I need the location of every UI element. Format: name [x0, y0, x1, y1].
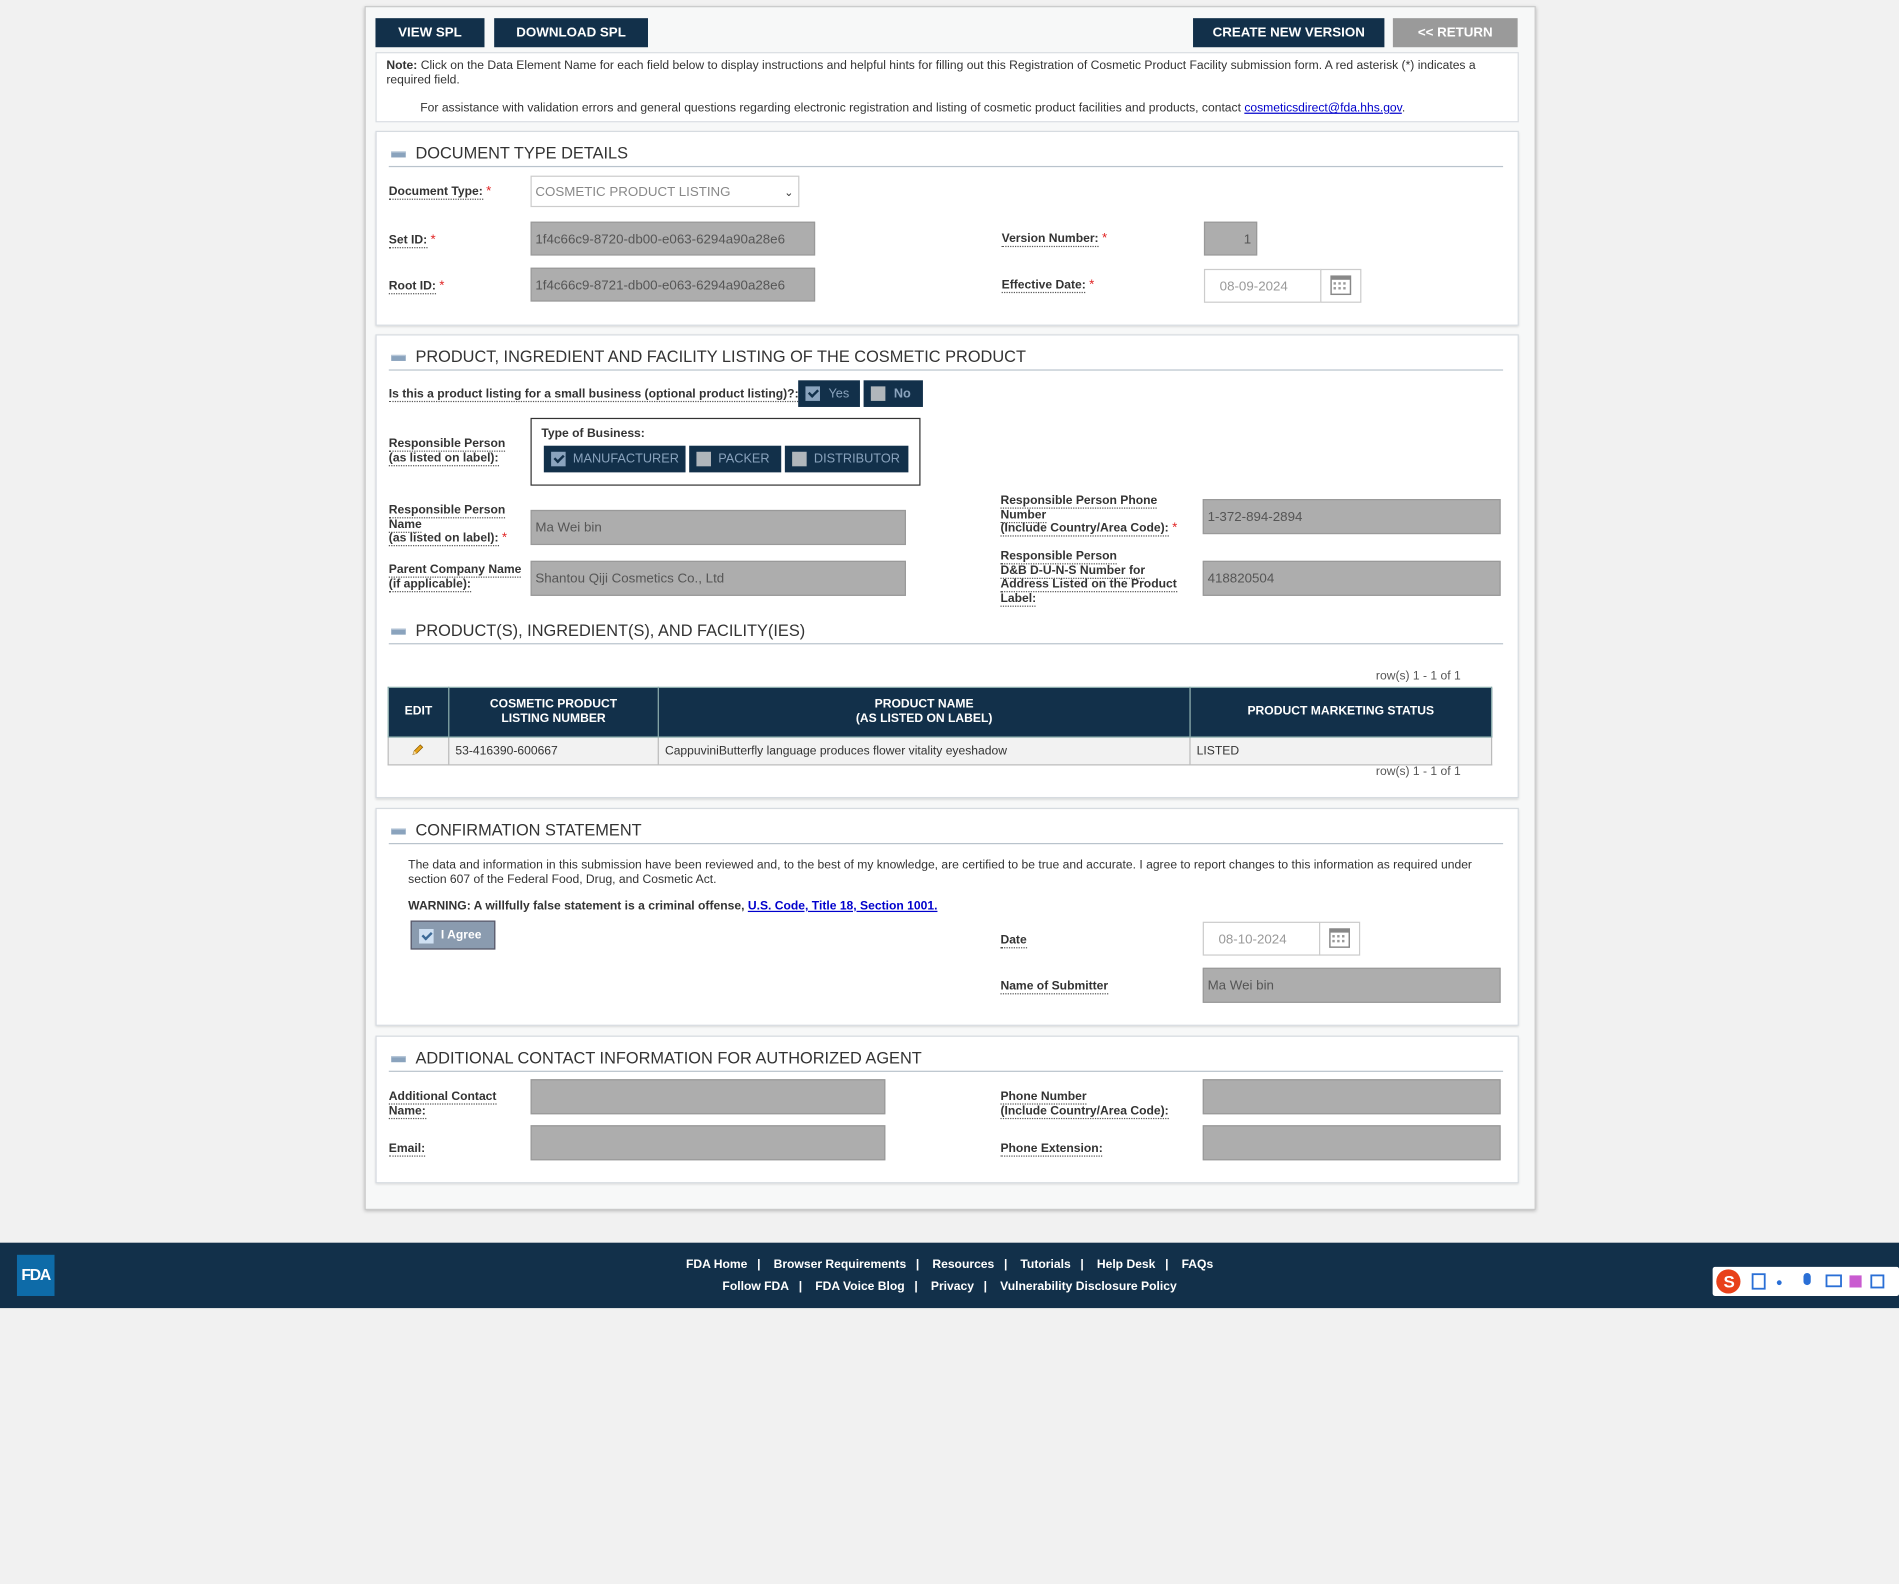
date-label-text: Date — [1000, 933, 1027, 948]
footer-separator: | — [983, 1280, 988, 1294]
phone-number-field[interactable]: 1-372-894-2894 — [1203, 499, 1501, 534]
additional-contact-section — [375, 1036, 1518, 1184]
document-type-value: COSMETIC PRODUCT LISTING — [535, 185, 731, 200]
svg-text:S: S — [1723, 1272, 1735, 1292]
small-business-yes-checkbox[interactable] — [798, 380, 860, 407]
responsible-person-name-field[interactable]: Ma Wei bin — [531, 510, 906, 545]
version-number-label[interactable] — [1002, 233, 1107, 247]
resp-name-line3: (as listed on label): — [388, 531, 499, 546]
yes-label: Yes — [828, 386, 850, 401]
footer-link-browser-requirements[interactable]: Browser Requirements — [773, 1258, 907, 1272]
small-business-label-text: Is this a product listing for a small business (optional product listing)?: — [388, 387, 799, 401]
footer-link-vulnerability[interactable]: Vulnerability Disclosure Policy — [1000, 1280, 1177, 1294]
distributor-label: DISTRIBUTOR — [813, 451, 900, 467]
checkbox-checked-icon — [551, 452, 566, 467]
collapse-icon[interactable] — [391, 828, 406, 834]
effective-date-label[interactable] — [1002, 279, 1095, 293]
footer-separator: | — [915, 1258, 920, 1272]
note-body: Click on the Data Element Name for each field below to display instructions and helpful hints for filling out this Registration of Cosmetic Product Facility submission form. A red asterisk (*) indicates a — [420, 59, 1476, 73]
root-id-label-text: Root ID: — [388, 279, 436, 294]
version-number-field[interactable]: 1 — [1204, 222, 1257, 256]
small-business-no-checkbox[interactable] — [864, 380, 923, 407]
warning-body: WARNING: A willfully false statement is a criminal offense, — [408, 899, 745, 914]
checkbox-empty-icon — [792, 452, 807, 467]
no-label: No — [893, 386, 911, 401]
document-type-label-text: Document Type: — [388, 185, 483, 199]
effective-date-label-text: Effective Date: — [1001, 278, 1086, 292]
product-name-cell: CappuviniButterfly language produces flower vitality eyeshadow — [658, 737, 1190, 765]
duns-line3: Address Listed on the Product — [1000, 577, 1177, 592]
col-listing-number[interactable] — [449, 687, 659, 737]
small-business-label[interactable] — [389, 388, 799, 402]
footer-link-voice-blog[interactable]: FDA Voice Blog — [815, 1280, 905, 1294]
parent-line2: (if applicable): — [388, 577, 471, 591]
document-type-header[interactable] — [389, 144, 1503, 167]
required-asterisk: * — [430, 232, 436, 248]
chevron-down-icon: ⌄ — [784, 186, 794, 199]
footer — [0, 1243, 1899, 1308]
confirmation-section — [375, 808, 1518, 1026]
calendar-icon[interactable] — [1319, 922, 1360, 956]
required-asterisk: * — [1089, 277, 1095, 292]
phone-extension-field[interactable] — [1203, 1125, 1501, 1160]
footer-link-privacy[interactable]: Privacy — [930, 1280, 974, 1294]
col-listing-line2: LISTING NUMBER — [501, 712, 606, 726]
warning-text — [408, 900, 937, 913]
submitter-label[interactable] — [1000, 980, 1108, 994]
footer-separator: | — [1165, 1258, 1169, 1272]
confirmation-date-field[interactable]: 08-10-2024 — [1203, 922, 1320, 956]
email-field[interactable] — [531, 1125, 886, 1160]
view-spl-button[interactable]: VIEW SPL — [375, 18, 484, 47]
footer-link-fda-home[interactable]: FDA Home — [685, 1258, 748, 1272]
confirmation-line2: section 607 of the Federal Food, Drug, and Cosmetic Act. — [408, 872, 717, 886]
confirmation-header[interactable] — [389, 821, 1503, 844]
create-new-version-button[interactable]: CREATE NEW VERSION — [1193, 18, 1384, 47]
set-id-label[interactable] — [389, 234, 436, 248]
footer-links-row2 — [0, 1280, 1899, 1293]
footer-link-faqs[interactable]: FAQs — [1181, 1258, 1214, 1272]
section-title: PRODUCT, INGREDIENT AND FACILITY LISTING OF THE COSMETIC PRODUCT — [415, 347, 1026, 366]
date-label[interactable] — [1000, 934, 1026, 948]
phone-line2: Number — [1000, 508, 1047, 522]
additional-contact-name-field[interactable] — [531, 1079, 886, 1114]
duns-line2: D&B D-U-N-S Number for — [1000, 563, 1146, 578]
checkbox-checked-icon — [419, 929, 434, 944]
resp-name-line2: Name — [388, 517, 422, 532]
set-id-label-text: Set ID: — [388, 233, 428, 248]
document-type-select[interactable] — [531, 176, 800, 207]
note-label: Note: — [386, 59, 418, 73]
instructions-note — [375, 52, 1518, 122]
responsible-person-label-line1: Responsible Person — [388, 437, 506, 451]
us-code-link[interactable]: U.S. Code, Title 18, Section 1001. — [747, 899, 938, 914]
listing-number-cell: 53-416390-600667 — [449, 737, 659, 765]
packer-checkbox[interactable] — [689, 446, 781, 473]
confirmation-line1: The data and information in this submission have been reviewed and, to the best of my knowledge, are certified to be true and accurate. I agree to report changes to this information as required under — [408, 858, 1472, 873]
footer-link-follow-fda[interactable]: Follow FDA — [722, 1280, 790, 1294]
footer-separator: | — [1080, 1258, 1084, 1272]
checkbox-empty-icon — [696, 452, 711, 467]
submitter-label-text: Name of Submitter — [1000, 979, 1109, 994]
contact-phone-line2: (Include Country/Area Code): — [1000, 1104, 1169, 1118]
duns-line1: Responsible Person — [1000, 549, 1117, 564]
footer-link-tutorials[interactable]: Tutorials — [1020, 1258, 1071, 1272]
row-count-top: row(s) 1 - 1 of 1 — [1375, 669, 1461, 684]
status-cell: LISTED — [1190, 737, 1492, 765]
ime-toolbar[interactable] — [1713, 1267, 1899, 1296]
footer-separator: | — [757, 1258, 761, 1272]
duns-field[interactable]: 418820504 — [1203, 561, 1501, 596]
required-asterisk: * — [439, 278, 445, 294]
footer-separator: | — [798, 1280, 803, 1294]
return-button[interactable]: << RETURN — [1393, 18, 1518, 47]
calendar-icon[interactable] — [1320, 269, 1361, 303]
section-title: ADDITIONAL CONTACT INFORMATION FOR AUTHORIZED AGENT — [415, 1048, 922, 1068]
document-type-label[interactable] — [389, 185, 492, 199]
contact-email-link[interactable]: cosmeticsdirect@fda.hhs.gov — [1244, 101, 1402, 116]
checkmark-icon — [554, 452, 565, 463]
submitter-field[interactable]: Ma Wei bin — [1203, 968, 1501, 1003]
i-agree-label: I Agree — [440, 928, 482, 943]
effective-date-field[interactable]: 08-09-2024 — [1204, 269, 1321, 303]
row-count-bottom: row(s) 1 - 1 of 1 — [1375, 765, 1461, 779]
products-table — [388, 687, 1493, 766]
contact-name-line1: Additional Contact — [388, 1090, 497, 1104]
table-row — [388, 737, 1491, 765]
contact-phone-line1: Phone Number — [1000, 1090, 1087, 1104]
duns-label[interactable] — [1000, 550, 1176, 606]
email-label[interactable] — [389, 1142, 425, 1156]
contact-phone-label[interactable] — [1000, 1090, 1168, 1118]
col-name-line2: (AS LISTED ON LABEL) — [855, 712, 993, 726]
root-id-label[interactable] — [389, 280, 445, 294]
pencil-icon[interactable] — [411, 742, 426, 757]
form-container — [365, 6, 1536, 1210]
collapse-icon[interactable] — [391, 151, 406, 157]
col-listing-line1: COSMETIC PRODUCT — [489, 697, 618, 711]
responsible-person-label-line2: (as listed on label): — [388, 451, 499, 465]
distributor-checkbox[interactable] — [785, 446, 909, 473]
phone-number-label[interactable] — [1000, 494, 1177, 536]
section-title: PRODUCT(S), INGREDIENT(S), AND FACILITY(IES) — [415, 621, 806, 640]
parent-company-field[interactable]: Shantou Qiji Cosmetics Co., Ltd — [531, 561, 906, 596]
footer-separator: | — [914, 1280, 918, 1294]
manufacturer-label: MANUFACTURER — [572, 451, 679, 467]
confirmation-text — [408, 859, 1492, 887]
duns-line4: Label: — [1000, 591, 1037, 605]
responsible-person-label[interactable] — [389, 437, 505, 465]
contact-name-line2: Name: — [388, 1104, 426, 1118]
footer-link-help-desk[interactable]: Help Desk — [1096, 1258, 1156, 1272]
assist-text — [420, 102, 1405, 115]
business-type-box — [531, 418, 921, 486]
phone-extension-label[interactable] — [1000, 1142, 1102, 1156]
assist-period: . — [1401, 101, 1406, 116]
collapse-icon[interactable] — [391, 355, 406, 361]
collapse-icon[interactable] — [391, 1056, 406, 1062]
manufacturer-checkbox[interactable] — [544, 446, 686, 473]
additional-contact-name-label[interactable] — [389, 1090, 497, 1118]
required-asterisk: * — [1172, 520, 1178, 536]
phone-line1: Responsible Person Phone — [1000, 494, 1158, 508]
checkbox-empty-icon — [871, 386, 886, 401]
note-text — [386, 59, 1500, 87]
document-type-section — [375, 131, 1518, 326]
col-edit: EDIT — [388, 687, 449, 737]
checkmark-icon — [808, 387, 819, 398]
i-agree-checkbox[interactable] — [411, 921, 496, 950]
checkmark-icon — [421, 929, 432, 940]
edit-cell[interactable] — [388, 737, 449, 765]
download-spl-button[interactable]: DOWNLOAD SPL — [494, 18, 648, 47]
business-type-label: Type of Business: — [541, 427, 645, 441]
required-asterisk: * — [1101, 231, 1108, 246]
required-asterisk: * — [501, 530, 508, 546]
footer-link-resources[interactable]: Resources — [932, 1258, 995, 1272]
parent-company-label[interactable] — [389, 563, 522, 591]
fda-logo[interactable]: FDA — [17, 1255, 55, 1296]
products-header[interactable] — [389, 621, 1503, 644]
note-body-2: required field. — [386, 73, 460, 87]
email-label-text: Email: — [388, 1142, 426, 1156]
col-marketing-status[interactable]: PRODUCT MARKETING STATUS — [1190, 687, 1492, 737]
resp-name-line1: Responsible Person — [388, 503, 506, 518]
checkbox-checked-icon — [805, 386, 820, 401]
listing-header[interactable] — [389, 348, 1503, 371]
additional-contact-header[interactable] — [389, 1049, 1503, 1072]
contact-phone-field[interactable] — [1203, 1079, 1501, 1114]
section-title: CONFIRMATION STATEMENT — [415, 821, 642, 840]
responsible-person-name-label[interactable] — [389, 504, 507, 546]
col-name-line1: PRODUCT NAME — [874, 697, 974, 711]
collapse-icon[interactable] — [391, 629, 406, 635]
col-product-name[interactable] — [658, 687, 1190, 737]
packer-label: PACKER — [718, 451, 770, 467]
listing-section — [375, 334, 1518, 798]
assist-body: For assistance with validation errors and general questions regarding electronic registration and listing of cosmetic product facilities and products, contact — [420, 101, 1241, 116]
phone-line3: (Include Country/Area Code): — [1000, 522, 1169, 536]
version-number-label-text: Version Number: — [1001, 232, 1099, 246]
root-id-field[interactable]: 1f4c66c9-8721-db00-e063-6294a90a28e6 — [531, 268, 816, 302]
footer-links-row1 — [0, 1258, 1899, 1271]
parent-line1: Parent Company Name — [388, 563, 522, 577]
section-title: DOCUMENT TYPE DETAILS — [415, 144, 629, 163]
required-asterisk: * — [486, 184, 492, 199]
set-id-field[interactable]: 1f4c66c9-8720-db00-e063-6294a90a28e6 — [531, 222, 816, 256]
footer-separator: | — [1003, 1258, 1008, 1272]
phone-extension-label-text: Phone Extension: — [1000, 1142, 1103, 1156]
